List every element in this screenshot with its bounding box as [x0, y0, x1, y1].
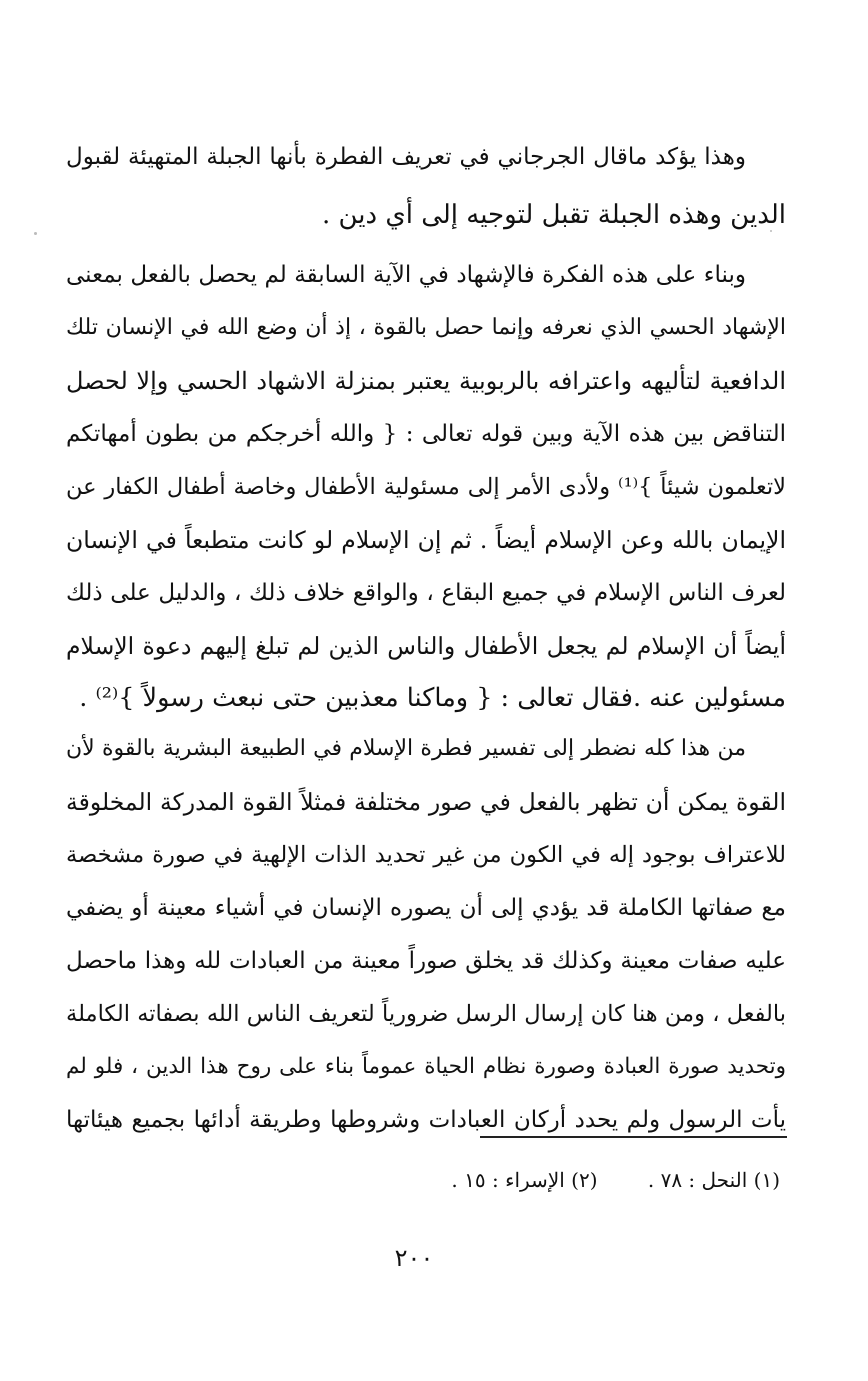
text-line: أيضاً أن الإسلام لم يجعل الأطفال والناس الذين لم تبلغ إليهم دعوة الإسلام: [66, 632, 786, 660]
text-line: يأت الرسول ولم يحدد أركان العبادات وشروطها وطريقة أدائها بجميع هيئاتها: [66, 1107, 786, 1133]
footnote-2: (٢) الإسراء : ١٥ .: [451, 1168, 598, 1192]
footnote-1: (١) النحل : ٧٨ .: [647, 1168, 780, 1192]
text-line: بالفعل ، ومن هنا كان إرسال الرسل ضرورياً لتعريف الناس الله بصفاته الكاملة: [66, 1001, 786, 1027]
text-line: عليه صفات معينة وكذلك قد يخلق صوراً معينة من العبادات لله وهذا ماحصل: [66, 948, 786, 974]
text-line: الإيمان بالله وعن الإسلام أيضاً . ثم إن الإسلام لو كانت متطبعاً في الإنسان: [66, 526, 786, 554]
footnote-divider: [480, 1136, 787, 1138]
text-line: لاتعلمون شيئاً }⁽¹⁾ ولأدى الأمر إلى مسئولية الأطفال وخاصة أطفال الكفار عن: [66, 474, 786, 500]
text-line: للاعتراف بوجود إله في الكون من غير تحديد الذات الإلهية في صورة مشخصة: [66, 842, 786, 868]
text-line: وبناء على هذه الفكرة فالإشهاد في الآية السابقة لم يحصل بالفعل بمعنى: [66, 262, 746, 288]
text-line: القوة يمكن أن تظهر بالفعل في صور مختلفة فمثلاً القوة المدركة المخلوقة: [66, 788, 786, 816]
text-line: الدين وهذه الجبلة تقبل لتوجيه إلى أي دين .: [321, 200, 786, 230]
scan-speck: [770, 230, 772, 232]
text-line: الدافعية لتأليهه واعترافه بالربوبية يعتبر بمنزلة الاشهاد الحسي وإلا لحصل: [66, 367, 786, 395]
footnotes: [360, 1160, 780, 1200]
text-line: مسئولين عنه .فقال تعالى : { وماكنا معذبين حتى نبعث رسولاً }⁽²⁾ .: [79, 683, 786, 713]
text-line: لعرف الناس الإسلام في جميع البقاع ، والواقع خلاف ذلك ، والدليل على ذلك: [66, 580, 786, 606]
text-line: وتحديد صورة العبادة وصورة نظام الحياة عموماً بناء على روح هذا الدين ، فلو لم: [66, 1054, 786, 1079]
text-line: من هذا كله نضطر إلى تفسير فطرة الإسلام في الطبيعة البشرية بالقوة لأن: [66, 736, 746, 761]
text-line: الإشهاد الحسي الذي نعرفه وإنما حصل بالقوة ، إذ أن وضع الله في الإنسان تلك: [66, 315, 786, 340]
text-line: التناقض بين هذه الآية وبين قوله تعالى : { والله أخرجكم من بطون أمهاتكم: [66, 421, 786, 447]
text-line: وهذا يؤكد ماقال الجرجاني في تعريف الفطرة بأنها الجبلة المتهيئة لقبول: [66, 144, 746, 170]
scan-speck: [34, 232, 37, 235]
text-line: مع صفاتها الكاملة قد يؤدي إلى أن يصوره الإنسان في أشياء معينة أو يضفي: [66, 895, 786, 921]
page-number: ٢٠٠: [394, 1244, 434, 1272]
